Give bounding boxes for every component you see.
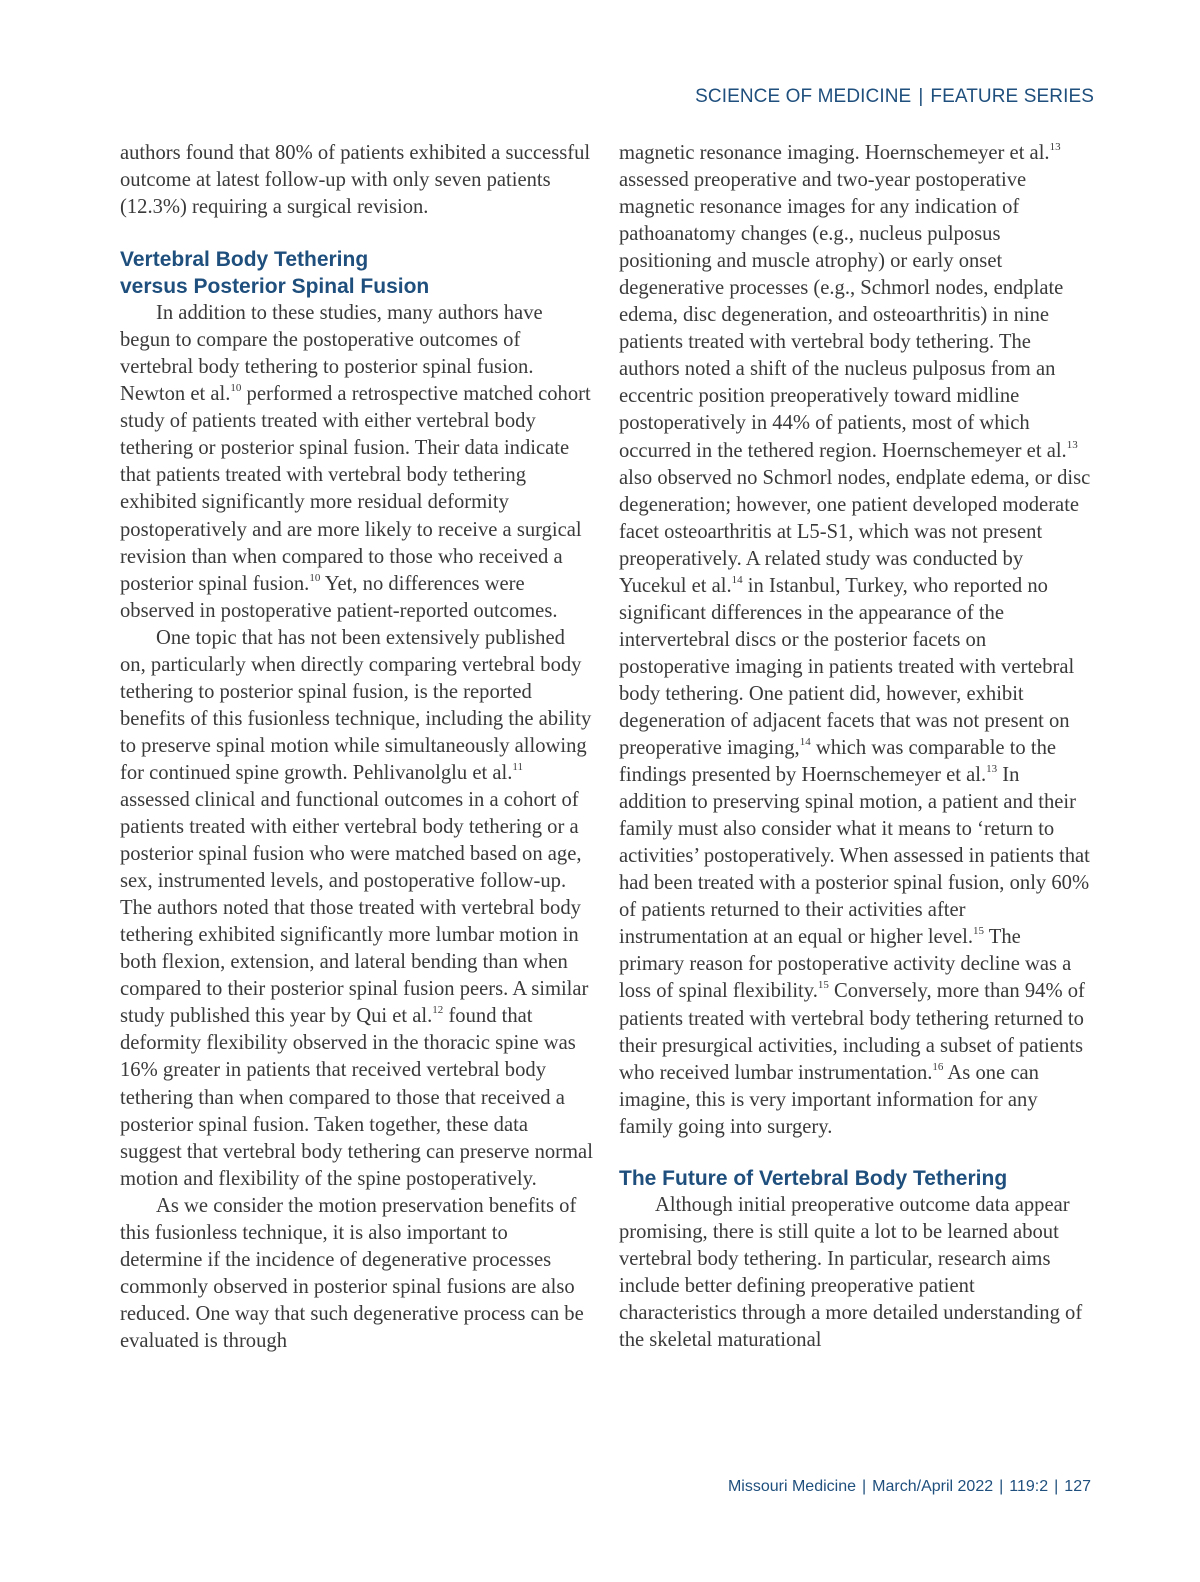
citation-ref-13: 13 [1066, 438, 1078, 451]
page-number: 127 [1064, 1478, 1091, 1495]
text-run: assessed preoperative and two-year postoperative magnetic resonance images for any indication of pathoanatomy changes (e.g., nucleus pulposus positioning and muscle atrophy) or early onset degenerative processes (e.g., Schmorl nodes, endplate edema, disc degeneration, and osteoarthritis) in nine patients treated with vertebral body tethering. The authors noted a shift of the nucleus pulposus from an eccentric position preoperatively toward midline postoperatively in 44% of patients, most of which occurred in the tethered region. Hoernschemeyer et al. [619, 169, 1067, 462]
paragraph-motion-benefits [120, 625, 594, 1193]
citation-ref-12: 12 [432, 1004, 444, 1017]
citation-ref-13: 13 [986, 763, 998, 776]
text-run: in Istanbul, Turkey, who reported no significant differences in the appearance of the intervertebral discs or the posterior facets on postoperative imaging in patients treated with vertebral body tethering. One patient did, however, exhibit degeneration of adjacent facets that was not present on preoperative imaging, [619, 574, 1075, 760]
text-run: Yet, no differences were observed in postoperative patient-reported outcomes. [120, 572, 558, 622]
citation-ref-13: 13 [1049, 141, 1061, 153]
heading-line-2: versus Posterior Spinal Fusion [120, 275, 430, 299]
citation-ref-14: 14 [731, 573, 743, 586]
text-run: which was comparable to the findings presented by Hoernschemeyer et al. [619, 737, 1057, 787]
right-column [619, 140, 1091, 1354]
footer-journal: Missouri Medicine [727, 1478, 857, 1495]
footer-separator: | [862, 1478, 867, 1495]
citation-ref-15: 15 [973, 925, 984, 938]
heading-line-1: Vertebral Body Tethering [120, 248, 369, 272]
citation-ref-15: 15 [817, 979, 829, 992]
citation-ref-10: 10 [309, 571, 321, 584]
text-run: One topic that has not been extensively published on, particularly when directly comparing vertebral body tethering to posterior spinal fusion, is the reported benefits of this fusionless technique, including the ability to preserve spinal motion while simultaneously allowing for continued spine growth. Pehlivanolglu et al. [120, 626, 592, 784]
text-run: In addition to these studies, many authors have begun to compare the postoperative outcomes of vertebral body tethering to posterior spinal fusion. Newton et al. [120, 302, 543, 406]
citation-ref-16: 16 [932, 1060, 944, 1073]
header-section: SCIENCE OF MEDICINE [695, 86, 912, 107]
text-run: performed a retrospective matched cohort study of patients treated with either vertebral body tethering or posterior spinal fusion. Their data indicate that patients treated with vertebral body tethering exhibited significantly more residual deformity postoperatively and are more likely to receive a surgical revision than when compared to those who received a posterior spinal fusion. [120, 383, 591, 595]
running-header [695, 86, 1094, 108]
text-run: also observed no Schmorl nodes, endplate edema, or disc degeneration; however, one patient developed moderate facet osteoarthritis at L5-S1, which was not present preoperatively. A related study was conducted by Yucekul et al. [619, 466, 1091, 597]
text-run: The primary reason for postoperative activity decline was a loss of spinal flexibility. [619, 926, 1072, 1003]
paragraph-mri-findings [619, 140, 1091, 1141]
text-run: Conversely, more than 94% of patients treated with vertebral body tethering returned to their presurgical activities, including a subset of patients who received lumbar instrumentation. [619, 980, 1085, 1084]
header-series: FEATURE SERIES [930, 86, 1094, 107]
text-run: As one can imagine, this is very important information for any family going into surgery. [619, 1061, 1039, 1138]
citation-ref-11: 11 [512, 760, 523, 773]
footer-separator: | [1054, 1478, 1059, 1495]
paragraph-intro-continued: authors found that 80% of patients exhibited a successful outcome at latest follow-up with only seven patients (12.3%) requiring a surgical revision. [120, 142, 591, 219]
citation-ref-14: 14 [799, 736, 811, 749]
footer-volume: 119:2 [1009, 1478, 1049, 1495]
text-run: magnetic resonance imaging. Hoernschemeyer et al. [619, 142, 1050, 164]
footer-separator: | [999, 1478, 1004, 1495]
page-footer [728, 1478, 1091, 1496]
citation-ref-10: 10 [230, 382, 242, 395]
paragraph-degenerative: As we consider the motion preservation benefits of this fusionless technique, it is also important to determine if the incidence of degenerative processes commonly observed in posterior spinal fusions are also reduced. One way that such degenerative process can be evaluated is through [120, 1194, 584, 1352]
section-heading-future-vbt: The Future of Vertebral Body Tethering [619, 1166, 1008, 1190]
header-separator: | [918, 86, 924, 107]
paragraph-future: Although initial preoperative outcome data appear promising, there is still quite a lot to be learned about vertebral body tethering. In particular, research aims include better defining preoperative patient characteristics through a more detailed understanding of the skeletal maturational [619, 1193, 1083, 1351]
text-run: In addition to preserving spinal motion, a patient and their family must also consider what it means to ‘return to activities’ postoperatively. When assessed in patients that had been treated with a posterior spinal fusion, only 60% of patients returned to their activities after instrumentation at an equal or higher level. [619, 764, 1090, 949]
text-run: found that deformity flexibility observed in the thoracic spine was 16% greater in patients that received vertebral body tethering than when compared to those that received a posterior spinal fusion. Taken together, these data suggest that vertebral body tethering can preserve normal motion and flexibility of the spine postoperatively. [120, 1005, 593, 1190]
paragraph-comparison [120, 300, 594, 625]
left-column [120, 140, 594, 1355]
footer-issue-date: March/April 2022 [872, 1478, 994, 1495]
section-heading-vbt-vs-psf [120, 246, 594, 300]
text-run: assessed clinical and functional outcomes in a cohort of patients treated with either vertebral body tethering or a posterior spinal fusion who were matched based on age, sex, instrumented levels, and postoperative follow-up. The authors noted that those treated with vertebral body tethering exhibited significantly more lumbar motion in both flexion, extension, and lateral bending than when compared to their posterior spinal fusion peers. A similar study published this year by Qui et al. [120, 788, 589, 1028]
